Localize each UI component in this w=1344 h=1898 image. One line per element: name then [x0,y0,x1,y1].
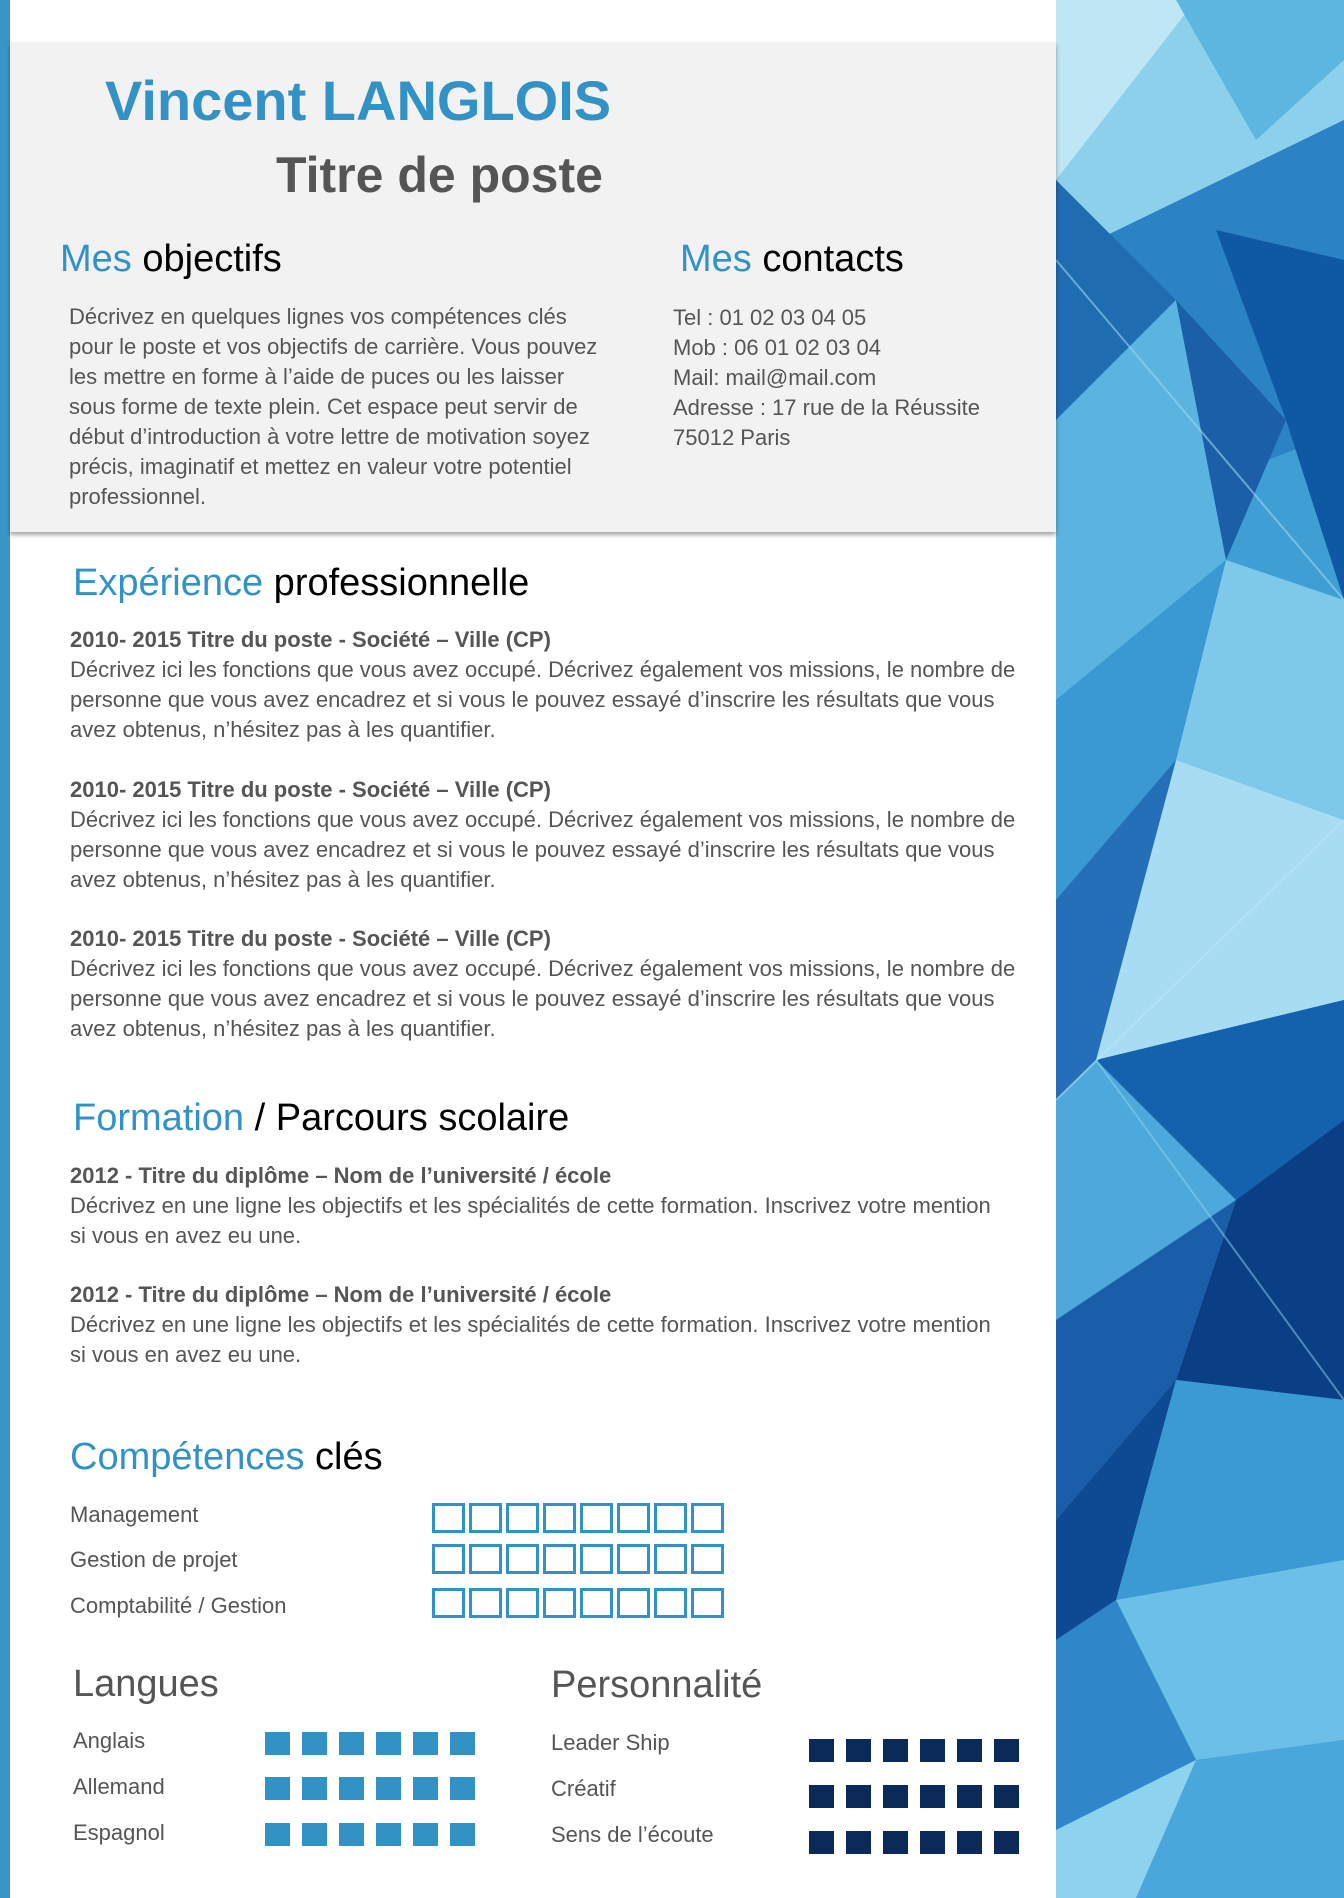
education-entry-title: 2012 - Titre du diplôme – Nom de l’université / école [70,1163,612,1188]
education-entry-title: 2012 - Titre du diplôme – Nom de l’université / école [70,1282,612,1307]
level-square [376,1732,401,1755]
objectives-heading [60,238,282,281]
personality-level-meter [809,1831,1019,1854]
rating-box [654,1588,687,1618]
level-square [413,1777,438,1800]
experience-entry [70,625,1030,745]
languages-heading: Langues [73,1663,219,1705]
level-square [339,1823,364,1846]
level-square [883,1785,908,1808]
level-square [450,1777,475,1800]
rating-box [691,1588,724,1618]
rating-box [506,1503,539,1533]
language-level-meter [265,1732,475,1755]
level-square [883,1739,908,1762]
language-label: Espagnol [73,1820,165,1845]
experience-heading-rest: professionnelle [263,562,530,604]
education-heading-rest: / Parcours scolaire [244,1097,570,1139]
personality-level-meter [809,1785,1019,1808]
level-square [994,1739,1019,1762]
level-square [994,1785,1019,1808]
objectives-heading-accent: Mes [60,238,132,280]
level-square [265,1823,290,1846]
skill-rating-meter [432,1503,724,1533]
education-entry-text: Décrivez en une ligne les objectifs et les spécialités de cette formation. Inscrivez votre mention si vous en avez eu une. [70,1312,991,1367]
contact-phone: Tel : 01 02 03 04 05 [673,305,867,330]
rating-box [691,1503,724,1533]
experience-entry-title: 2010- 2015 Titre du poste - Société – Ville (CP) [70,926,551,951]
objectives-text: Décrivez en quelques lignes vos compétences clés pour le poste et vos objectifs de carrière. Vous pouvez les mettre en forme à l’aide de puces ou les laisser sous forme de texte plein. Cet espace peut servir de début d’introduction à votre lettre de motivation soyez précis, imaginatif et mettez en valeur votre potentiel professionnel. [69,304,598,509]
level-square [957,1739,982,1762]
education-entry [70,1280,1000,1370]
rating-box [617,1544,650,1574]
education-heading [73,1097,569,1140]
skill-label: Comptabilité / Gestion [70,1593,287,1618]
level-square [265,1777,290,1800]
contact-mobile: Mob : 06 01 02 03 04 [673,335,881,360]
level-square [413,1732,438,1755]
education-heading-accent: Formation [73,1097,245,1139]
language-level-meter [265,1823,475,1846]
contacts-heading-rest: contacts [751,238,904,280]
level-square [809,1831,834,1854]
rating-box [469,1544,502,1574]
level-square [376,1777,401,1800]
rating-box [432,1588,465,1618]
contact-list [673,303,1023,453]
personality-label: Sens de l’écoute [551,1822,714,1847]
rating-box [580,1544,613,1574]
experience-heading [73,562,529,605]
rating-box [543,1503,576,1533]
level-square [920,1831,945,1854]
level-square [809,1785,834,1808]
experience-entry-text: Décrivez ici les fonctions que vous avez occupé. Décrivez également vos missions, le nombre de personne que vous avez encadrez et si vous le pouvez essayé d’inscrire les résultats que vous avez obtenus, n’hésitez pas à les quantifier. [70,657,1016,742]
level-square [846,1831,871,1854]
level-square [302,1732,327,1755]
objectives-heading-rest: objectifs [131,238,282,280]
experience-entry [70,775,1030,895]
skills-heading-accent: Compétences [70,1436,305,1478]
personality-label: Leader Ship [551,1730,670,1755]
experience-heading-accent: Expérience [73,562,264,604]
level-square [994,1831,1019,1854]
level-square [450,1823,475,1846]
contacts-heading [680,238,904,281]
experience-entry-title: 2010- 2015 Titre du poste - Société – Ville (CP) [70,627,551,652]
education-entry-text: Décrivez en une ligne les objectifs et les spécialités de cette formation. Inscrivez votre mention si vous en avez eu une. [70,1193,991,1248]
rating-box [469,1503,502,1533]
rating-box [617,1588,650,1618]
skill-rating-meter [432,1588,724,1618]
rating-box [691,1544,724,1574]
level-square [920,1739,945,1762]
blue-geometric-side-panel [1056,0,1344,1898]
level-square [339,1732,364,1755]
contact-city: 75012 Paris [673,425,791,450]
personality-level-meter [809,1739,1019,1762]
skills-heading-rest: clés [304,1436,383,1478]
rating-box [580,1503,613,1533]
level-square [413,1823,438,1846]
level-square [809,1739,834,1762]
job-title: Titre de poste [276,147,603,203]
level-square [957,1831,982,1854]
level-square [376,1823,401,1846]
level-square [265,1732,290,1755]
contact-email: Mail: mail@mail.com [673,365,877,390]
rating-box [654,1503,687,1533]
experience-entry-title: 2010- 2015 Titre du poste - Société – Ville (CP) [70,777,551,802]
language-label: Anglais [73,1728,146,1753]
personality-label: Créatif [551,1776,616,1801]
level-square [957,1785,982,1808]
level-square [302,1777,327,1800]
rating-box [432,1503,465,1533]
personality-heading: Personnalité [551,1664,763,1706]
experience-entry-text: Décrivez ici les fonctions que vous avez occupé. Décrivez également vos missions, le nombre de personne que vous avez encadrez et si vous le pouvez essayé d’inscrire les résultats que vous avez obtenus, n’hésitez pas à les quantifier. [70,807,1016,892]
skill-rating-meter [432,1544,724,1574]
contacts-heading-accent: Mes [680,238,752,280]
experience-entry-text: Décrivez ici les fonctions que vous avez occupé. Décrivez également vos missions, le nombre de personne que vous avez encadrez et si vous le pouvez essayé d’inscrire les résultats que vous avez obtenus, n’hésitez pas à les quantifier. [70,956,1016,1041]
level-square [339,1777,364,1800]
rating-box [543,1588,576,1618]
left-accent-stripe [0,0,10,1898]
contact-address: Adresse : 17 rue de la Réussite [673,395,980,420]
level-square [302,1823,327,1846]
level-square [450,1732,475,1755]
rating-box [654,1544,687,1574]
language-label: Allemand [73,1774,165,1799]
education-entry [70,1161,1000,1251]
skills-heading [70,1436,383,1479]
rating-box [543,1544,576,1574]
rating-box [469,1588,502,1618]
rating-box [580,1588,613,1618]
rating-box [506,1588,539,1618]
candidate-name: Vincent LANGLOIS [105,69,612,132]
level-square [883,1831,908,1854]
level-square [846,1739,871,1762]
level-square [920,1785,945,1808]
level-square [846,1785,871,1808]
experience-entry [70,924,1030,1044]
skill-label: Gestion de projet [70,1547,238,1572]
rating-box [432,1544,465,1574]
rating-box [617,1503,650,1533]
skill-label: Management [70,1502,199,1527]
language-level-meter [265,1777,475,1800]
rating-box [506,1544,539,1574]
